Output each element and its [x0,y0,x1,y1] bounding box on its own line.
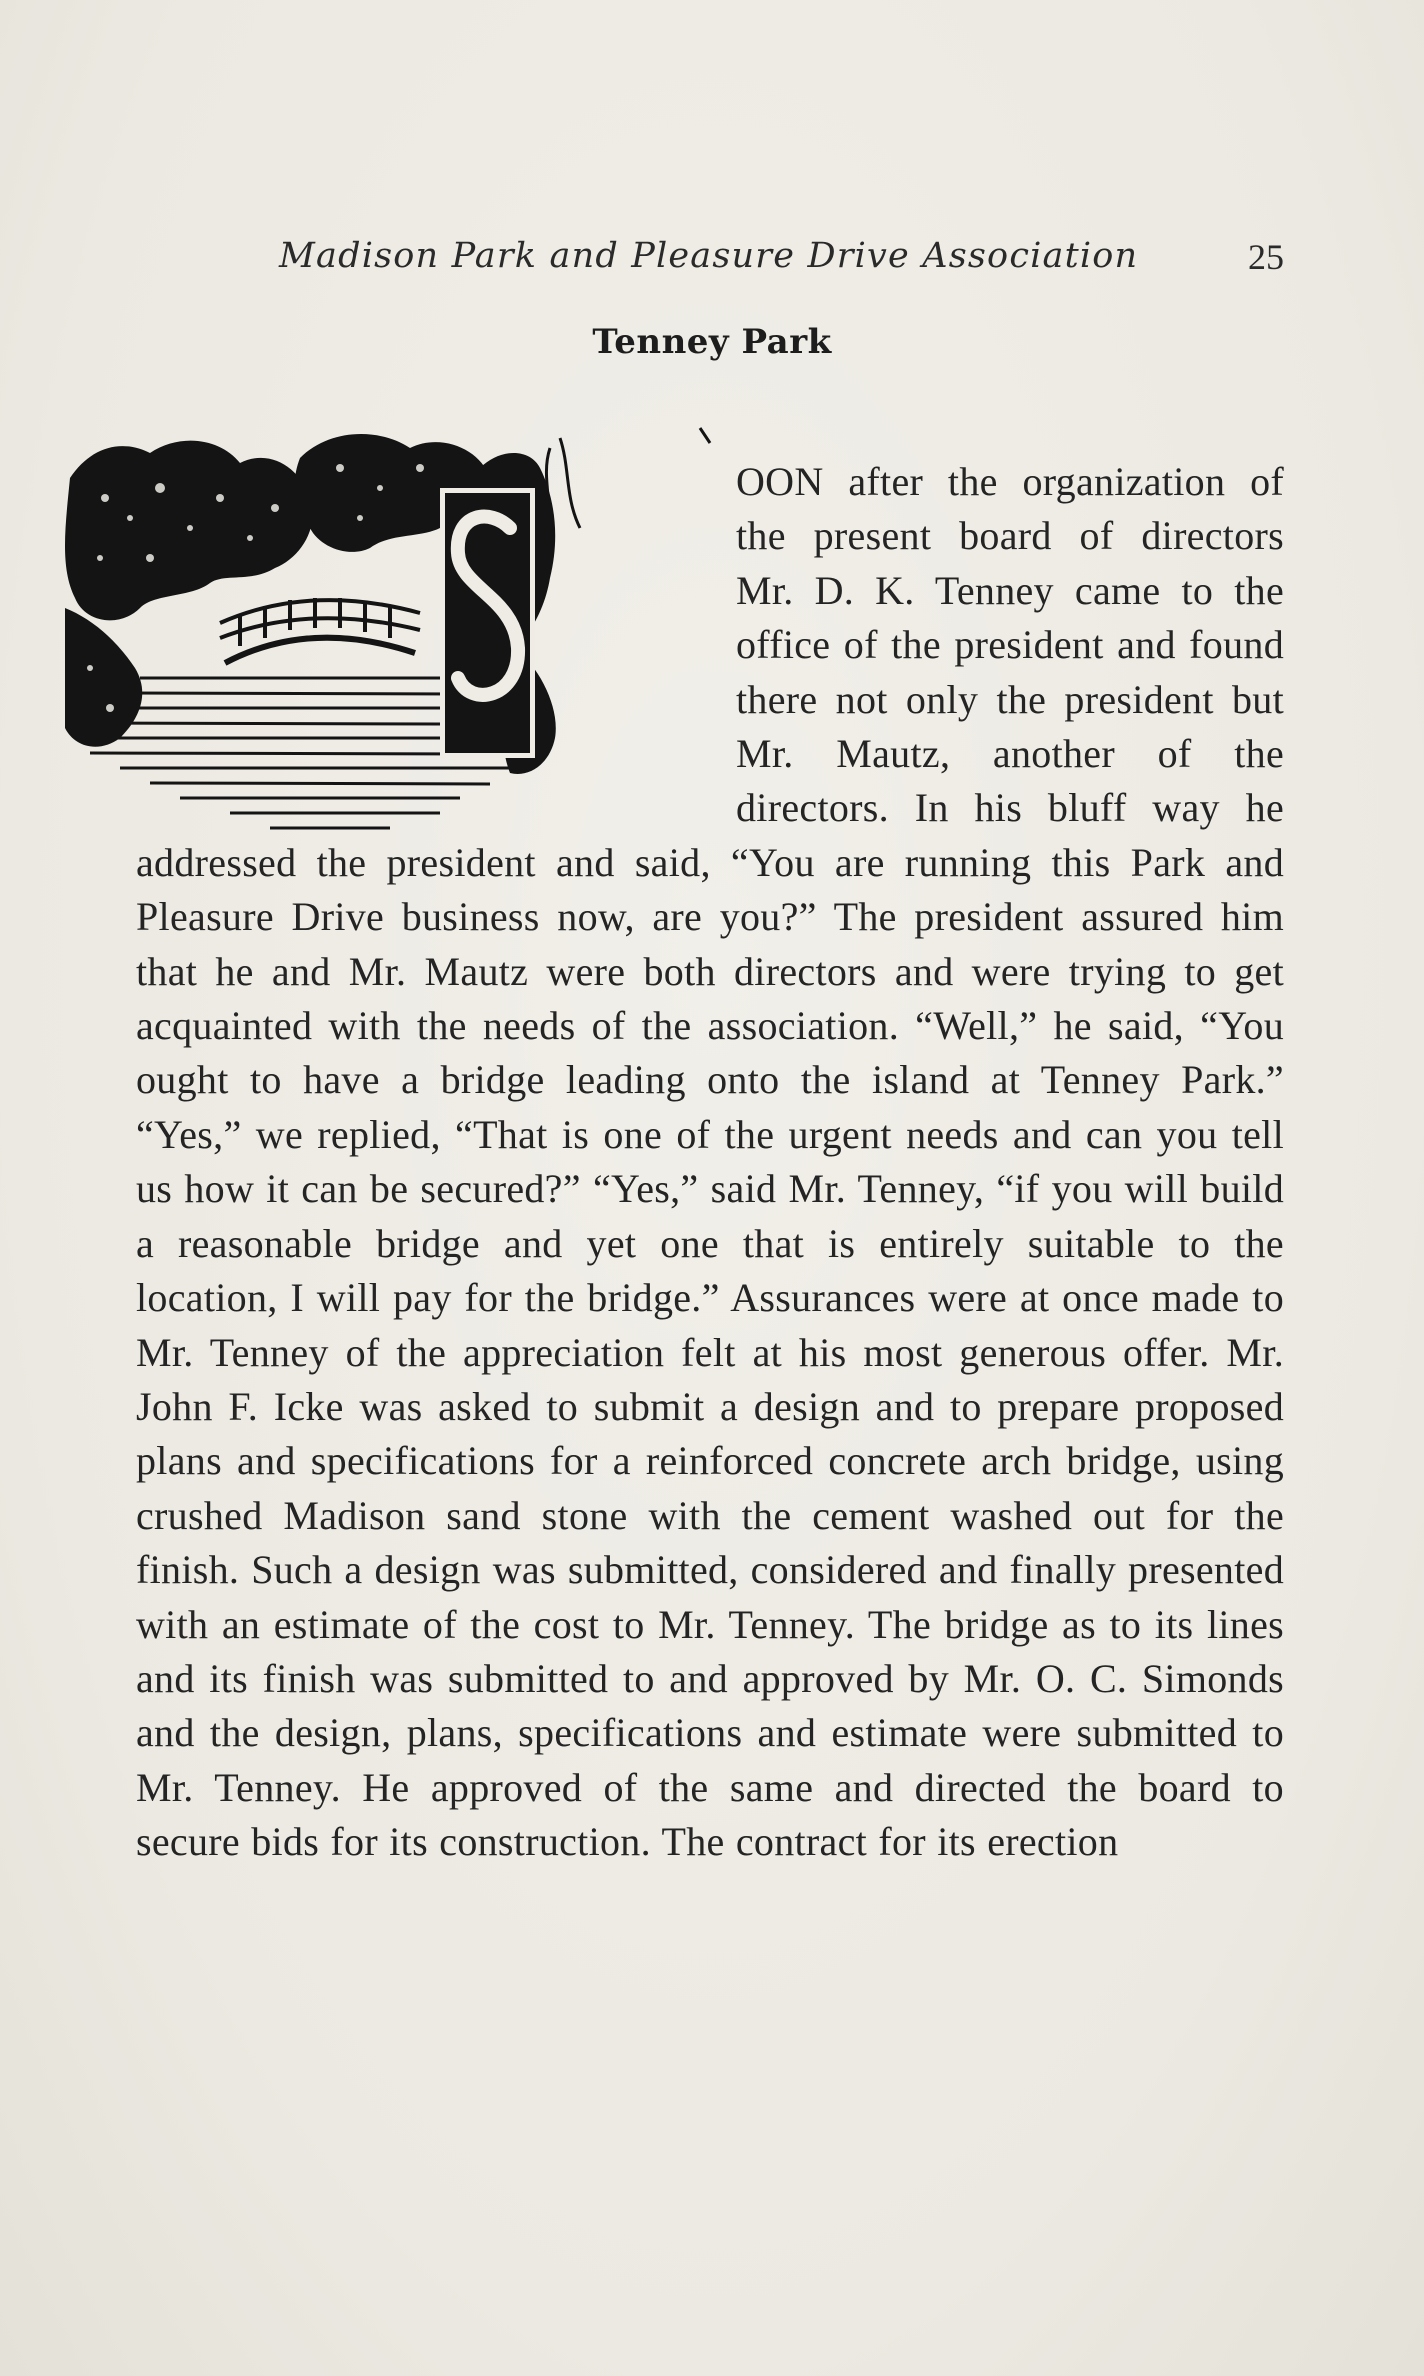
body-paragraph: OON after the organization of the present board of directors Mr. D. K. Tenney came to the office of the president and found there not only the president but Mr. Mautz, another of the directors. In his bluff way he addressed the president and said, “You are running this Park and Pleasure Drive business now, are you?” The president assured him that he and Mr. Mautz were both directors and were trying to get acquainted with the needs of the association. “Well,” he said, “You ought to have a bridge leading onto the island at Tenney Park.” “Yes,” we replied, “That is one of the urgent needs and can you tell us how it can be secured?” “Yes,” said Mr. Tenney, “if you will build a reasonable bridge and yet one that is entirely suitable to the location, I will pay for the bridge.” Assurances were at once made to Mr. Tenney of the appreciation felt at his most generous offer. Mr. John F. Icke was asked to submit a design and to prepare proposed plans and specifications for a reinforced concrete arch bridge, using crushed Madison sand stone with the cement washed out for the finish. Such a design was submitted, considered and finally presented with an estimate of the cost to Mr. Tenney. The bridge as to its lines and its finish was submitted to and approved by Mr. O. C. Simonds and the design, plans, specifications and estimate were submitted to Mr. Tenney. He approved of the same and directed the board to secure bids for its construction. The contract for its erection [136,459,1284,1865]
page-number: 25 [1248,237,1284,277]
dropcap-float-spacer [136,455,736,835]
body-text-block [136,455,1284,1870]
running-title: Madison Park and Pleasure Drive Association [279,236,1139,276]
section-title: Tenney Park [592,322,832,362]
running-head [136,236,1284,286]
